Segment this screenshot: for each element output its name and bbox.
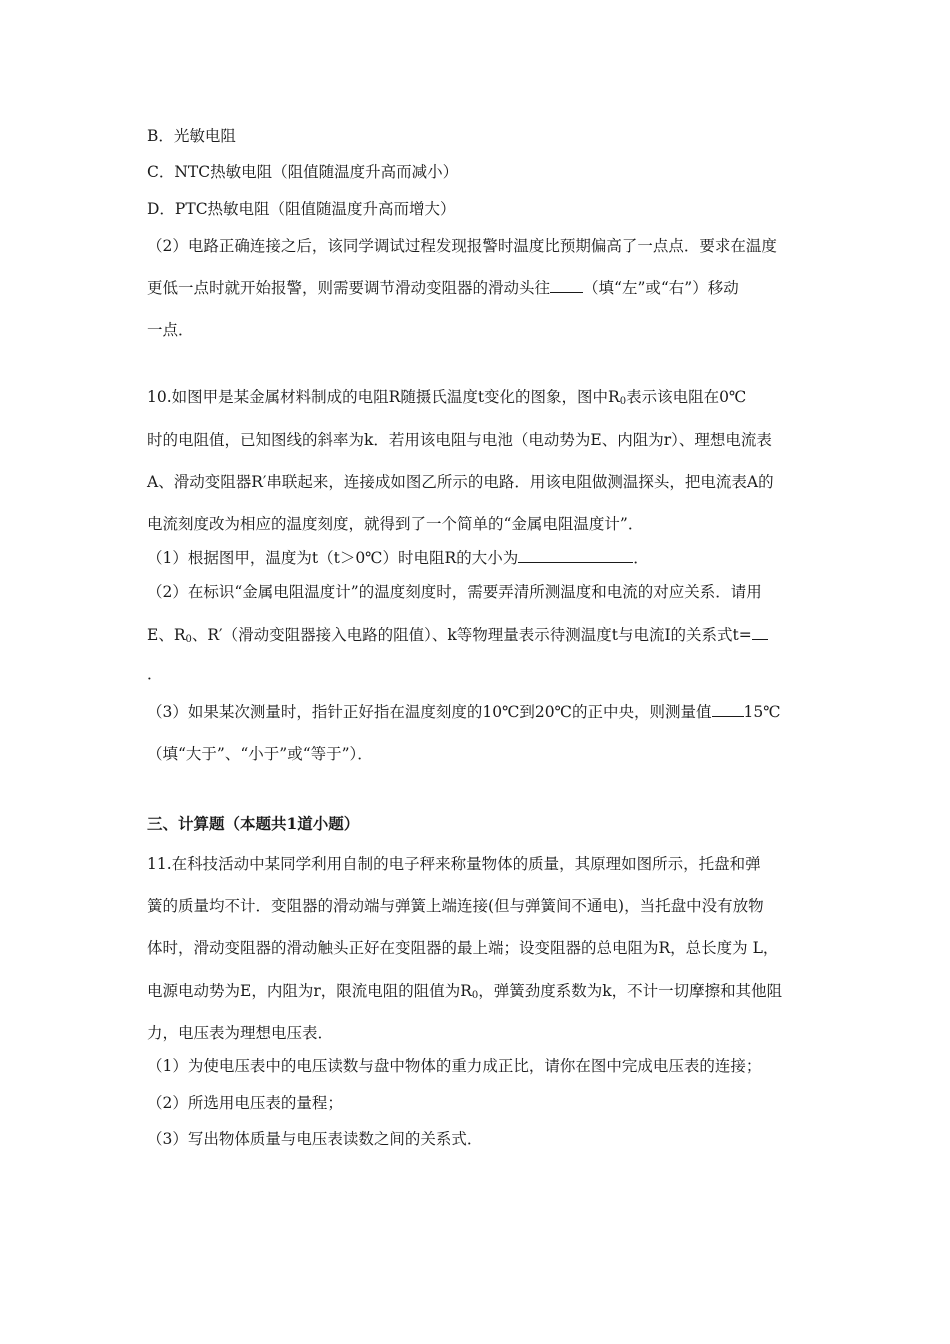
q10-part2-line3: ． xyxy=(147,665,163,683)
q11-part1: （1）为使电压表中的电压读数与盘中物体的重力成正比，请你在图中完成电压表的连接； xyxy=(147,1057,762,1075)
q9-part2-text-a: 更低一点时就开始报警，则需要调节滑动变阻器的滑动头往 xyxy=(147,279,551,297)
q9-part2-text-b: （填“左”或“右”）移动 xyxy=(583,279,739,297)
q10-line3: A、滑动变阻器R′串联起来，连接成如图乙所示的电路．用该电阻做测温探头，把电流表A的 xyxy=(147,473,774,491)
q11-part3: （3）写出物体质量与电压表读数之间的关系式． xyxy=(147,1130,483,1148)
q10-part2-text-b: 、R′（滑动变阻器接入电路的阻值）、k等物理量表示待测温度t与电流I的关系式t= xyxy=(191,626,752,644)
q10-line4: 电流刻度改为相应的温度刻度，就得到了一个简单的“金属电阻温度计”． xyxy=(147,515,644,533)
q9-part2-line1: （2）电路正确连接之后，该同学调试过程发现报警时温度比预期偏高了一点点．要求在温度 xyxy=(147,237,777,255)
q9-part2-line3: 一点． xyxy=(147,321,194,339)
q11-line4 xyxy=(147,981,810,1006)
q10-part2-line2 xyxy=(147,625,810,650)
q10-line1 xyxy=(147,387,810,412)
q10-part3-line1 xyxy=(147,702,810,722)
q11-part2: （2）所选用电压表的量程； xyxy=(147,1094,343,1112)
option-d: D．PTC热敏电阻（阻值随温度升高而增大） xyxy=(147,200,456,218)
answer-blank xyxy=(712,702,744,717)
q10-part2-line1: （2）在标识“金属电阻温度计”的温度刻度时，需要弄清所测温度和电流的对应关系．请用 xyxy=(147,583,762,601)
q10-part3-text-a: （3）如果某次测量时，指针正好指在温度刻度的10℃到20℃的正中央，则测量值 xyxy=(147,703,712,721)
q9-part2-line2 xyxy=(147,278,810,298)
q10-text-b: 表示该电阻在0℃ xyxy=(626,388,747,406)
q11-text-b: ，弹簧劲度系数为k，不计一切摩擦和其他阻 xyxy=(478,982,783,1000)
q10-part1-text: （1）根据图甲，温度为t（t＞0℃）时电阻R的大小为 xyxy=(147,549,519,567)
q11-line2: 簧的质量均不计．变阻器的滑动端与弹簧上端连接(但与弹簧间不通电)，当托盘中没有放物 xyxy=(147,897,764,915)
answer-blank xyxy=(550,278,583,293)
q11-text-a: 电源电动势为E，内阻为r，限流电阻的阻值为R xyxy=(147,982,472,1000)
subscript: 0 xyxy=(471,990,479,1001)
answer-blank xyxy=(752,625,768,640)
q10-part2-text-a: E、R xyxy=(147,626,186,644)
option-c: C．NTC热敏电阻（阻值随温度升高而减小） xyxy=(147,163,459,181)
q10-text-a: 10.如图甲是某金属材料制成的电阻R随摄氏温度t变化的图象，图中R xyxy=(147,388,620,406)
q10-part3-line2: （填“大于”、“小于”或“等于”）． xyxy=(147,745,373,763)
q11-line3: 体时，滑动变阻器的滑动触头正好在变阻器的最上端；设变阻器的总电阻为R，总长度为 L， xyxy=(147,939,779,957)
q10-part3-text-b: 15℃ xyxy=(743,703,781,721)
q10-part1-end: ． xyxy=(633,549,649,567)
option-b: B．光敏电阻 xyxy=(147,127,236,145)
q11-line1: 11.在科技活动中某同学利用自制的电子秤来称量物体的质量，其原理如图所示，托盘和弹 xyxy=(147,855,761,873)
subscript: 0 xyxy=(619,396,627,407)
answer-blank xyxy=(518,548,633,563)
subscript: 0 xyxy=(185,634,192,645)
q11-line5: 力，电压表为理想电压表． xyxy=(147,1024,334,1042)
section-heading: 三、计算题（本题共1道小题） xyxy=(147,814,360,833)
q10-line2: 时的电阻值，已知图线的斜率为k．若用该电阻与电池（电动势为E、内阻为r）、理想电流表 xyxy=(147,431,772,449)
q10-part1 xyxy=(147,548,810,568)
